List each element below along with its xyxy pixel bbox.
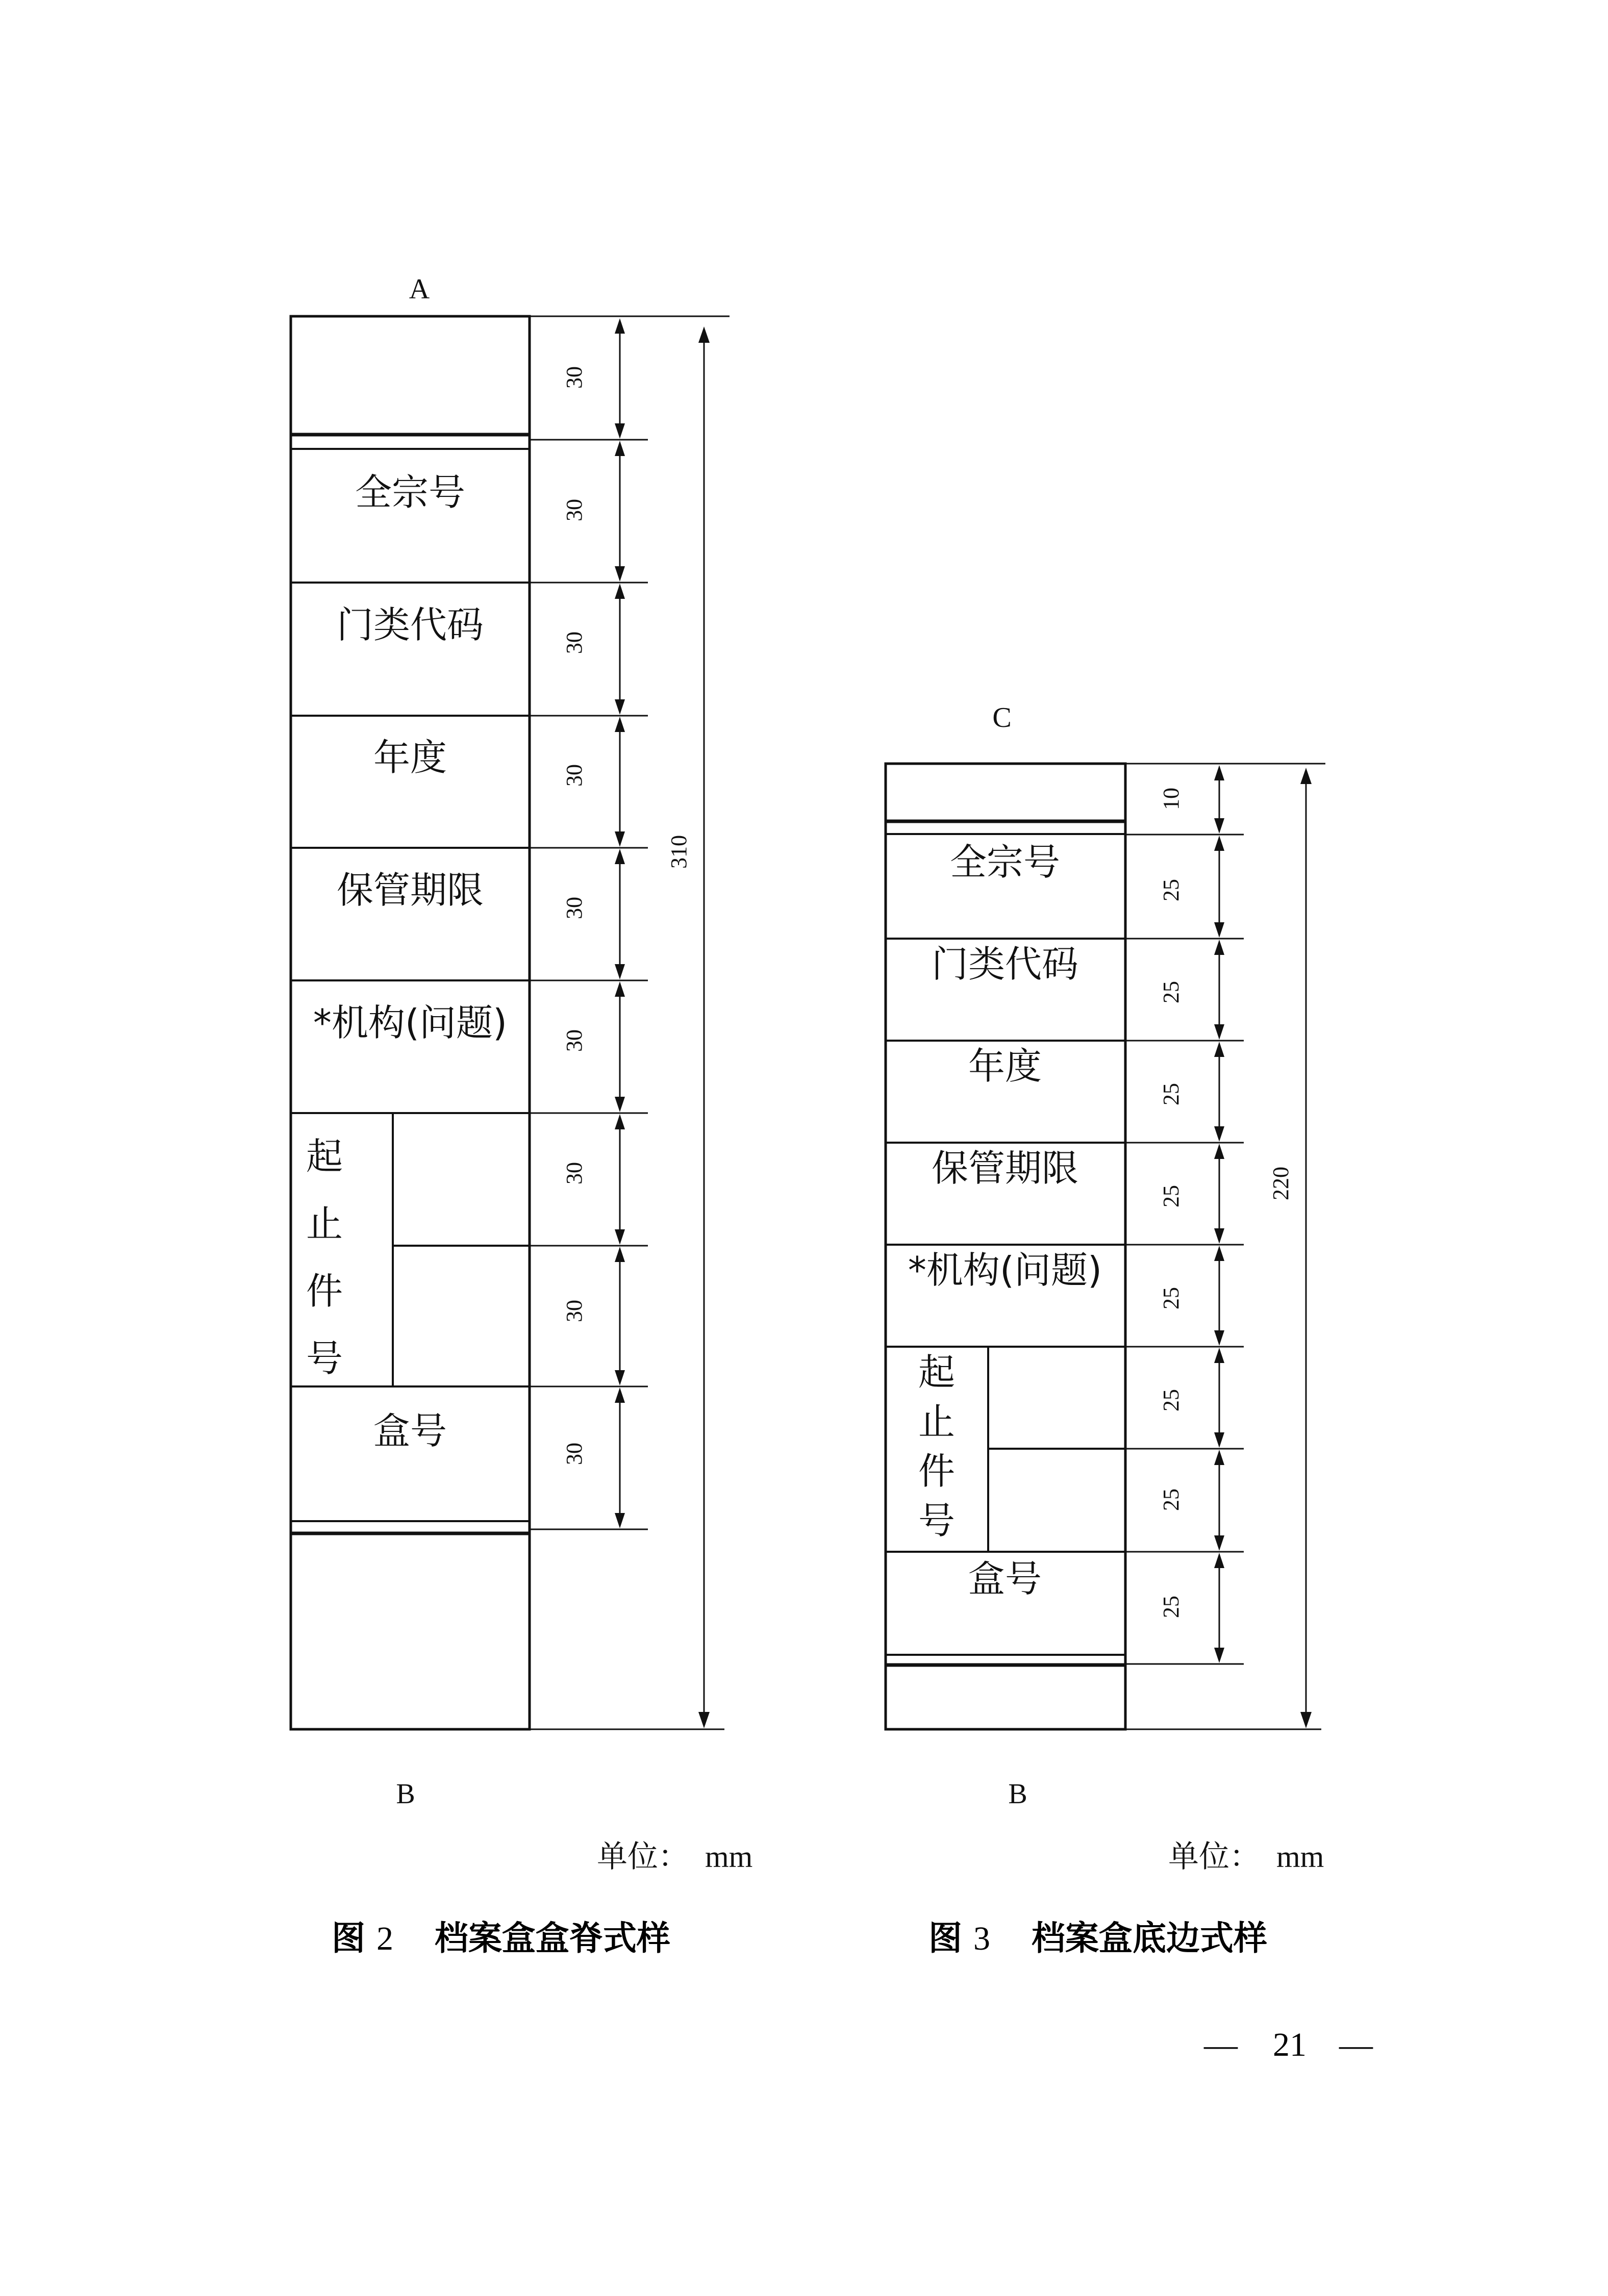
cell-retention-period: 保管期限 bbox=[931, 1147, 1079, 1190]
total-arrowhead-top bbox=[698, 326, 710, 343]
segment-dim: 25 bbox=[1159, 1488, 1184, 1511]
segment-dim: 30 bbox=[562, 366, 587, 389]
segment-dim: 25 bbox=[1159, 1389, 1184, 1411]
figure-2-bottom-label: B bbox=[396, 1778, 415, 1810]
figure-3-top-label: C bbox=[992, 702, 1012, 734]
segment-dim: 25 bbox=[1159, 1083, 1184, 1105]
range-label-char: 止 bbox=[918, 1400, 956, 1443]
segment-dim: 30 bbox=[562, 897, 587, 919]
cell-retention-period: 保管期限 bbox=[336, 869, 484, 912]
figure-2-top-label: A bbox=[409, 273, 430, 305]
figure-3-caption-title: 档案盒底边式样 bbox=[1032, 1919, 1267, 1958]
cell-box-number: 盒号 bbox=[968, 1557, 1042, 1600]
cell-organization: *机构(问题) bbox=[908, 1249, 1102, 1292]
segment-dim: 30 bbox=[562, 1300, 587, 1322]
segment-dim: 25 bbox=[1159, 1287, 1184, 1309]
figure-3-bottom-label: B bbox=[1008, 1778, 1027, 1810]
figure-3-caption-prefix: 图 bbox=[928, 1919, 962, 1958]
page-dash-right: — bbox=[1339, 2026, 1373, 2063]
cell-fonds-number: 全宗号 bbox=[355, 471, 466, 514]
cell-box-number: 盒号 bbox=[373, 1409, 447, 1452]
segment-dim: 30 bbox=[562, 632, 587, 654]
total-arrowhead-top bbox=[1300, 768, 1312, 784]
figure-2-unit-prefix: 单位： bbox=[597, 1839, 689, 1875]
figure-3-unit-value: mm bbox=[1276, 1840, 1324, 1874]
cell-year: 年度 bbox=[968, 1045, 1042, 1088]
range-label-char: 号 bbox=[918, 1499, 956, 1542]
range-label-char: 件 bbox=[918, 1450, 956, 1493]
cell-year: 年度 bbox=[373, 736, 447, 779]
range-label-char: 止 bbox=[306, 1202, 343, 1245]
figure-3-unit-prefix: 单位： bbox=[1168, 1839, 1260, 1875]
cell-organization: *机构(问题) bbox=[313, 1001, 508, 1044]
segment-dim: 30 bbox=[562, 1029, 587, 1052]
figure-2 bbox=[291, 273, 752, 1958]
cell-fonds-number: 全宗号 bbox=[949, 841, 1061, 884]
cell-category-code: 门类代码 bbox=[336, 603, 484, 646]
segment-dim: 10 bbox=[1159, 788, 1184, 810]
figure-2-caption-title: 档案盒盒脊式样 bbox=[435, 1919, 670, 1958]
range-label-char: 号 bbox=[306, 1337, 343, 1380]
range-label-char: 件 bbox=[306, 1270, 343, 1313]
segment-dim: 30 bbox=[562, 1162, 587, 1184]
segment-dim: 25 bbox=[1159, 879, 1184, 901]
page-dash-left: — bbox=[1204, 2026, 1238, 2063]
page-footer bbox=[1203, 2026, 1373, 2063]
total-dim: 220 bbox=[1268, 1167, 1293, 1200]
total-arrowhead-bottom bbox=[1300, 1712, 1312, 1728]
range-label-char: 起 bbox=[918, 1351, 956, 1394]
segment-dim: 30 bbox=[562, 1443, 587, 1465]
segment-dim: 30 bbox=[562, 764, 587, 787]
segment-dim: 25 bbox=[1159, 981, 1184, 1003]
segment-dim: 25 bbox=[1159, 1185, 1184, 1207]
figure-2-caption-number: 2 bbox=[376, 1920, 393, 1957]
figure-3-caption-number: 3 bbox=[973, 1920, 990, 1957]
total-arrowhead-bottom bbox=[698, 1712, 710, 1728]
total-dim: 310 bbox=[666, 835, 691, 869]
figure-3 bbox=[886, 702, 1325, 1958]
segment-dim: 25 bbox=[1159, 1596, 1184, 1618]
figure-2-caption-prefix: 图 bbox=[332, 1919, 365, 1958]
page-number: 21 bbox=[1273, 2026, 1306, 2063]
range-label-char: 起 bbox=[306, 1135, 343, 1178]
cell-category-code: 门类代码 bbox=[931, 943, 1079, 986]
segment-dim: 30 bbox=[562, 499, 587, 521]
figure-2-unit-value: mm bbox=[705, 1840, 753, 1874]
